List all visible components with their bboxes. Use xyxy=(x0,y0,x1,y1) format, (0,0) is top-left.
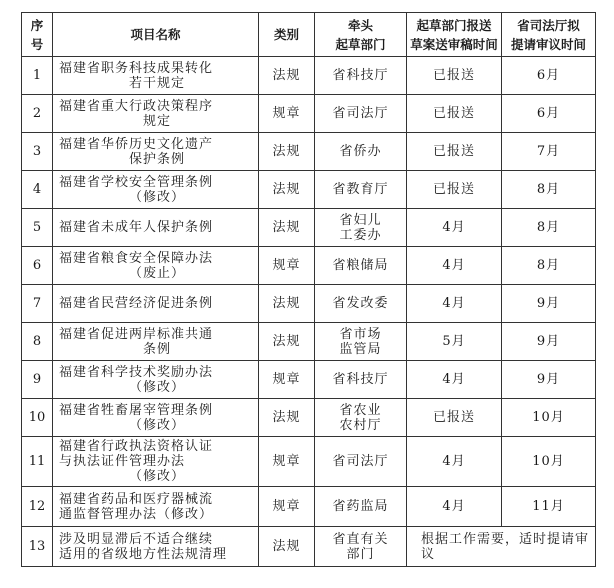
legislation-plan-table xyxy=(21,12,596,567)
row-merged-note: 根据工作需要，适时提请审议 xyxy=(407,527,596,567)
row-name: 福建省药品和医疗器械流 通监督管理办法（修改） xyxy=(53,487,259,527)
row-review-time: 8月 xyxy=(502,171,596,209)
row-category: 规章 xyxy=(259,247,315,285)
row-dept: 省妇儿 工委办 xyxy=(315,209,407,247)
row-category: 法规 xyxy=(259,285,315,323)
row-submit-time: 4月 xyxy=(407,437,502,487)
table-row xyxy=(22,285,596,323)
row-review-time: 8月 xyxy=(502,247,596,285)
row-category: 规章 xyxy=(259,487,315,527)
row-dept: 省科技厅 xyxy=(315,57,407,95)
header-name: 项目名称 xyxy=(53,13,259,57)
row-submit-time: 已报送 xyxy=(407,171,502,209)
row-dept: 省科技厅 xyxy=(315,361,407,399)
row-dept: 省药监局 xyxy=(315,487,407,527)
row-category: 法规 xyxy=(259,323,315,361)
table-row xyxy=(22,209,596,247)
table-row xyxy=(22,323,596,361)
document-page xyxy=(21,12,596,567)
row-submit-time: 已报送 xyxy=(407,133,502,171)
row-name: 福建省牲畜屠宰管理条例 （修改） xyxy=(53,399,259,437)
row-dept: 省教育厅 xyxy=(315,171,407,209)
row-category: 规章 xyxy=(259,361,315,399)
table-row xyxy=(22,361,596,399)
row-seq: 4 xyxy=(22,171,53,209)
row-category: 法规 xyxy=(259,399,315,437)
row-submit-time: 4月 xyxy=(407,209,502,247)
header-seq: 序 号 xyxy=(22,13,53,57)
row-category: 法规 xyxy=(259,171,315,209)
row-review-time: 10月 xyxy=(502,437,596,487)
row-seq: 9 xyxy=(22,361,53,399)
row-category: 法规 xyxy=(259,527,315,567)
row-name: 涉及明显滞后不适合继续 适用的省级地方性法规清理 xyxy=(53,527,259,567)
row-seq: 2 xyxy=(22,95,53,133)
row-review-time: 7月 xyxy=(502,133,596,171)
header-category: 类别 xyxy=(259,13,315,57)
row-submit-time: 已报送 xyxy=(407,57,502,95)
row-review-time: 9月 xyxy=(502,361,596,399)
row-submit-time: 已报送 xyxy=(407,95,502,133)
row-review-time: 10月 xyxy=(502,399,596,437)
row-submit-time: 4月 xyxy=(407,487,502,527)
row-review-time: 6月 xyxy=(502,57,596,95)
row-review-time: 6月 xyxy=(502,95,596,133)
row-seq: 8 xyxy=(22,323,53,361)
row-name: 福建省行政执法资格认证 与执法证件管理办法 （修改） xyxy=(53,437,259,487)
row-dept: 省直有关 部门 xyxy=(315,527,407,567)
row-dept: 省农业 农村厅 xyxy=(315,399,407,437)
header-lead-dept: 牵头 起草部门 xyxy=(315,13,407,57)
row-name: 福建省促进两岸标准共通 条例 xyxy=(53,323,259,361)
row-category: 法规 xyxy=(259,209,315,247)
row-dept: 省司法厅 xyxy=(315,95,407,133)
row-name: 福建省学校安全管理条例 （修改） xyxy=(53,171,259,209)
row-name: 福建省华侨历史文化遗产 保护条例 xyxy=(53,133,259,171)
row-category: 规章 xyxy=(259,95,315,133)
row-submit-time: 4月 xyxy=(407,361,502,399)
table-row xyxy=(22,57,596,95)
row-seq: 12 xyxy=(22,487,53,527)
table-row xyxy=(22,247,596,285)
row-dept: 省市场 监管局 xyxy=(315,323,407,361)
table-row xyxy=(22,399,596,437)
row-dept: 省司法厅 xyxy=(315,437,407,487)
row-seq: 3 xyxy=(22,133,53,171)
row-review-time: 9月 xyxy=(502,323,596,361)
row-review-time: 8月 xyxy=(502,209,596,247)
table-row xyxy=(22,487,596,527)
row-category: 规章 xyxy=(259,437,315,487)
header-submit-time: 起草部门报送 草案送审稿时间 xyxy=(407,13,502,57)
row-seq: 10 xyxy=(22,399,53,437)
row-dept: 省侨办 xyxy=(315,133,407,171)
table-row xyxy=(22,527,596,567)
row-seq: 11 xyxy=(22,437,53,487)
table-row xyxy=(22,133,596,171)
row-name: 福建省职务科技成果转化 若干规定 xyxy=(53,57,259,95)
row-seq: 1 xyxy=(22,57,53,95)
table-row xyxy=(22,95,596,133)
row-seq: 6 xyxy=(22,247,53,285)
row-name: 福建省粮食安全保障办法 （废止） xyxy=(53,247,259,285)
row-review-time: 9月 xyxy=(502,285,596,323)
row-dept: 省发改委 xyxy=(315,285,407,323)
table-header-row xyxy=(22,13,596,57)
row-review-time: 11月 xyxy=(502,487,596,527)
row-seq: 5 xyxy=(22,209,53,247)
row-seq: 13 xyxy=(22,527,53,567)
row-name: 福建省未成年人保护条例 xyxy=(53,209,259,247)
row-seq: 7 xyxy=(22,285,53,323)
row-submit-time: 5月 xyxy=(407,323,502,361)
row-submit-time: 4月 xyxy=(407,247,502,285)
table-row xyxy=(22,171,596,209)
row-category: 法规 xyxy=(259,57,315,95)
row-submit-time: 4月 xyxy=(407,285,502,323)
row-name: 福建省科学技术奖励办法 （修改） xyxy=(53,361,259,399)
header-review-time: 省司法厅拟 提请审议时间 xyxy=(502,13,596,57)
row-category: 法规 xyxy=(259,133,315,171)
row-name: 福建省重大行政决策程序 规定 xyxy=(53,95,259,133)
row-name: 福建省民营经济促进条例 xyxy=(53,285,259,323)
row-dept: 省粮储局 xyxy=(315,247,407,285)
row-submit-time: 已报送 xyxy=(407,399,502,437)
table-row xyxy=(22,437,596,487)
